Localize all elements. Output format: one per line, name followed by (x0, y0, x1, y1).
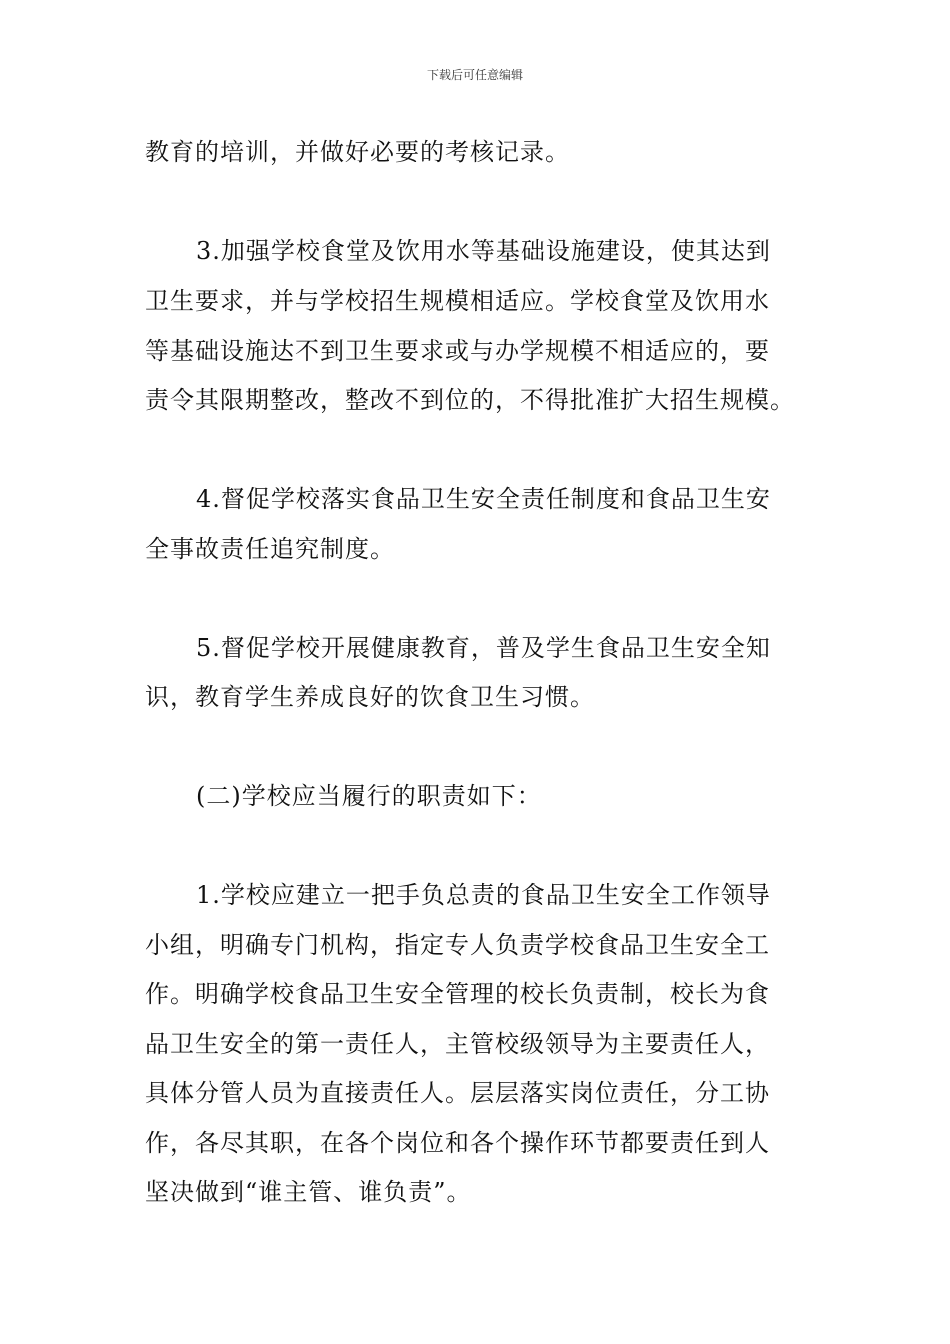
text-line: 3.加强学校食堂及饮用水等基础设施建设，使其达到 (196, 237, 771, 265)
text-line: 识，教育学生养成良好的饮食卫生习惯。 (145, 683, 595, 711)
header-note: 下载后可任意编辑 (426, 68, 523, 82)
section-heading: (二)学校应当履行的职责如下： (196, 782, 542, 810)
text-line: 全事故责任追究制度。 (145, 535, 395, 563)
text-line: 坚决做到“谁主管、谁负责”。 (145, 1178, 472, 1206)
text-line: 作，各尽其职，在各个岗位和各个操作环节都要责任到人 (145, 1129, 770, 1157)
text-line: 卫生要求，并与学校招生规模相适应。学校食堂及饮用水 (145, 287, 770, 315)
text-line: 小组，明确专门机构，指定专人负责学校食品卫生安全工 (145, 931, 770, 959)
text-line: 作。明确学校食品卫生安全管理的校长负责制，校长为食 (145, 980, 770, 1008)
text-line: 等基础设施达不到卫生要求或与办学规模不相适应的，要 (145, 337, 770, 365)
text-line: 5.督促学校开展健康教育，普及学生食品卫生安全知 (196, 634, 771, 662)
text-line: 1.学校应建立一把手负总责的食品卫生安全工作领导 (196, 881, 771, 909)
text-line: 品卫生安全的第一责任人，主管校级领导为主要责任人， (145, 1030, 770, 1058)
text-line: 责令其限期整改，整改不到位的，不得批准扩大招生规模。 (145, 386, 795, 414)
text-line: 教育的培训，并做好必要的考核记录。 (145, 138, 570, 166)
text-line: 具体分管人员为直接责任人。层层落实岗位责任，分工协 (145, 1079, 770, 1107)
text-line: 4.督促学校落实食品卫生安全责任制度和食品卫生安 (196, 485, 771, 513)
